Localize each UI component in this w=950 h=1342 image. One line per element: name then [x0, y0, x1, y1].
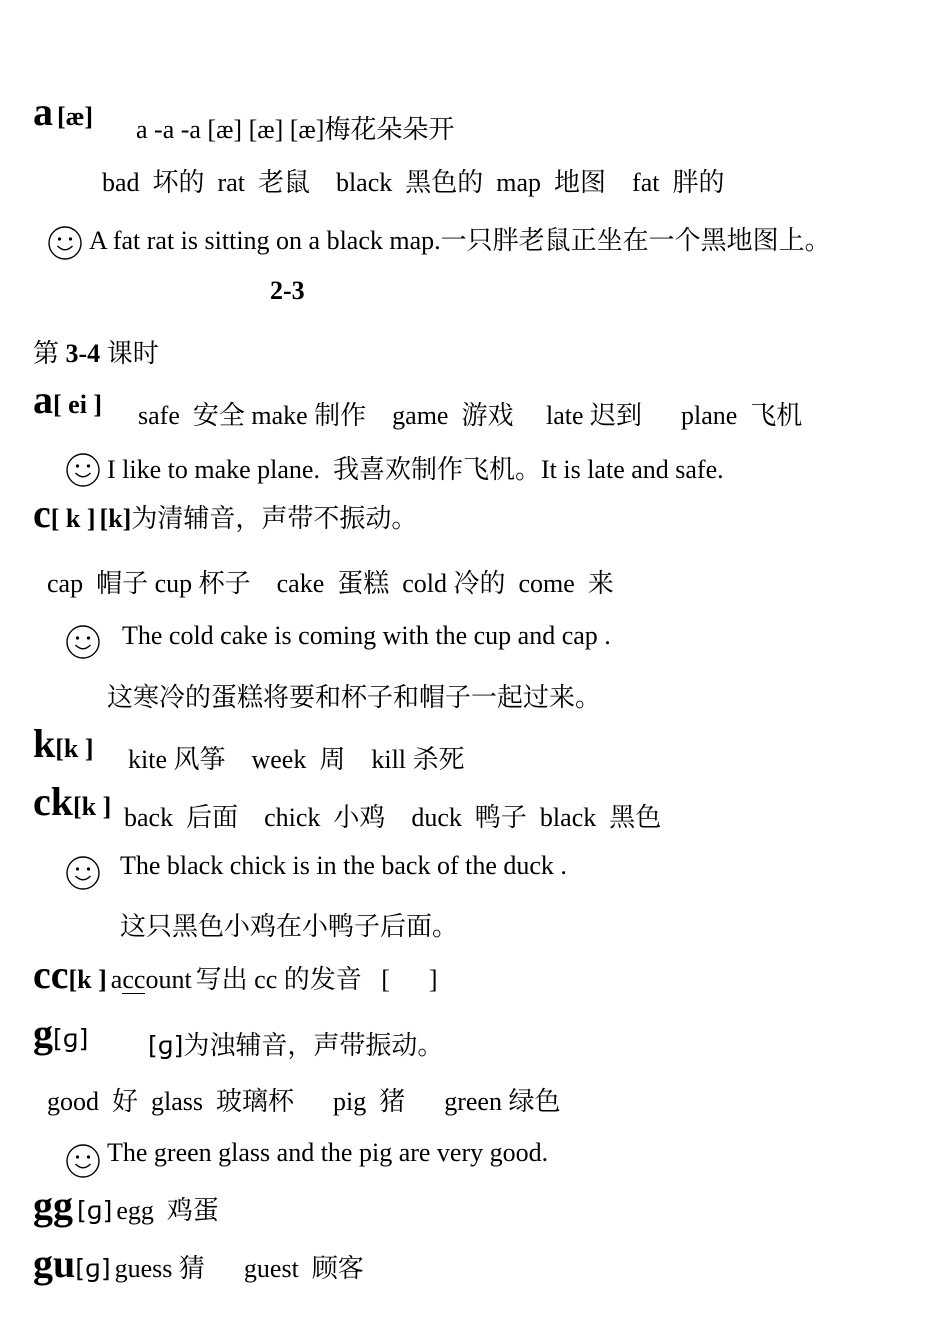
phonetic: [æ] — [57, 102, 94, 131]
chant-text: a -a -a [æ] [æ] [æ]梅花朵朵开 — [136, 115, 455, 144]
phonetic: [ ei ] — [53, 390, 103, 419]
lesson-title: 第 3-4 课时 — [33, 339, 159, 368]
example-sentence: The black chick is in the back of the duck . — [120, 851, 567, 880]
exercise-prompt: 写出 cc 的发音 [ ] — [195, 965, 438, 994]
phonetic: [ k ] — [50, 504, 96, 533]
phonics-row-gg — [33, 1182, 219, 1229]
phonetic-note-symbol: [ɡ] — [148, 1031, 184, 1060]
underlined-cc: cc — [122, 965, 146, 994]
letter: ck — [33, 779, 73, 824]
word-list: good 好 glass 玻璃杯 pig 猪 green 绿色 — [47, 1087, 561, 1116]
smiley-face-icon — [65, 1143, 101, 1179]
word-list: bad 坏的 rat 老鼠 black 黑色的 map 地图 fat 胖的 — [102, 168, 725, 197]
phonetic-note: 为浊辅音，声带振动。 — [183, 1031, 444, 1060]
phonics-row-a-ae — [33, 88, 93, 135]
phonetic: [ɡ] — [53, 1024, 89, 1053]
phonetic-note-line — [148, 1025, 443, 1062]
smiley-face-icon — [47, 225, 83, 261]
letter: k — [33, 721, 56, 766]
phonics-row-k — [33, 720, 94, 767]
phonetic: [k ] — [55, 734, 94, 763]
letter: cc — [33, 952, 69, 997]
phonetic: [k ] — [73, 792, 112, 821]
word-list: safe 安全 make 制作 game 游戏 late 迟到 plane 飞机 — [138, 401, 803, 430]
phonetic-note: 为清辅音，声带不振动。 — [131, 504, 418, 533]
letter: gu — [33, 1241, 76, 1286]
phonetic-note-symbol: [k] — [99, 504, 132, 533]
letter: c — [33, 491, 51, 536]
sentence-translation: 这只黑色小鸡在小鸭子后面。 — [120, 912, 459, 941]
smiley-face-icon — [65, 624, 101, 660]
word-list: egg 鸡蛋 — [116, 1196, 219, 1225]
smiley-face-icon — [65, 855, 101, 891]
smiley-face-icon — [65, 452, 101, 488]
phonetic: [k ] — [68, 965, 107, 994]
phonetic: [ɡ] — [77, 1196, 113, 1225]
word-list: cap 帽子 cup 杯子 cake 蛋糕 cold 冷的 come 来 — [47, 569, 614, 598]
letter: gg — [33, 1183, 73, 1228]
letter: a — [33, 377, 53, 422]
example-word: account — [110, 965, 192, 994]
phonics-row-gu — [33, 1240, 364, 1287]
section-heading: 2-3 — [270, 276, 305, 305]
example-sentence: The green glass and the pig are very good. — [107, 1138, 549, 1167]
phonics-row-g — [33, 1010, 88, 1057]
phonetic: [ɡ] — [75, 1254, 111, 1283]
letter: a — [33, 89, 53, 134]
phonics-row-cc — [33, 951, 438, 998]
example-sentence: I like to make plane. 我喜欢制作飞机。It is late and safe. — [107, 455, 724, 484]
word-list: back 后面 chick 小鸡 duck 鸭子 black 黑色 — [124, 803, 662, 832]
word-list: kite 风筝 week 周 kill 杀死 — [128, 745, 465, 774]
phonics-row-a-ei — [33, 376, 102, 423]
letter: g — [33, 1011, 53, 1056]
example-sentence: The cold cake is coming with the cup and cap . — [122, 621, 611, 650]
phonics-row-ck — [33, 778, 111, 825]
word-list: guess 猜 guest 顾客 — [114, 1254, 364, 1283]
sentence-translation: 这寒冷的蛋糕将要和杯子和帽子一起过来。 — [107, 683, 602, 712]
example-sentence: A fat rat is sitting on a black map.一只胖老鼠正坐在一个黑地图上。 — [89, 226, 831, 255]
phonics-row-c — [33, 490, 417, 537]
